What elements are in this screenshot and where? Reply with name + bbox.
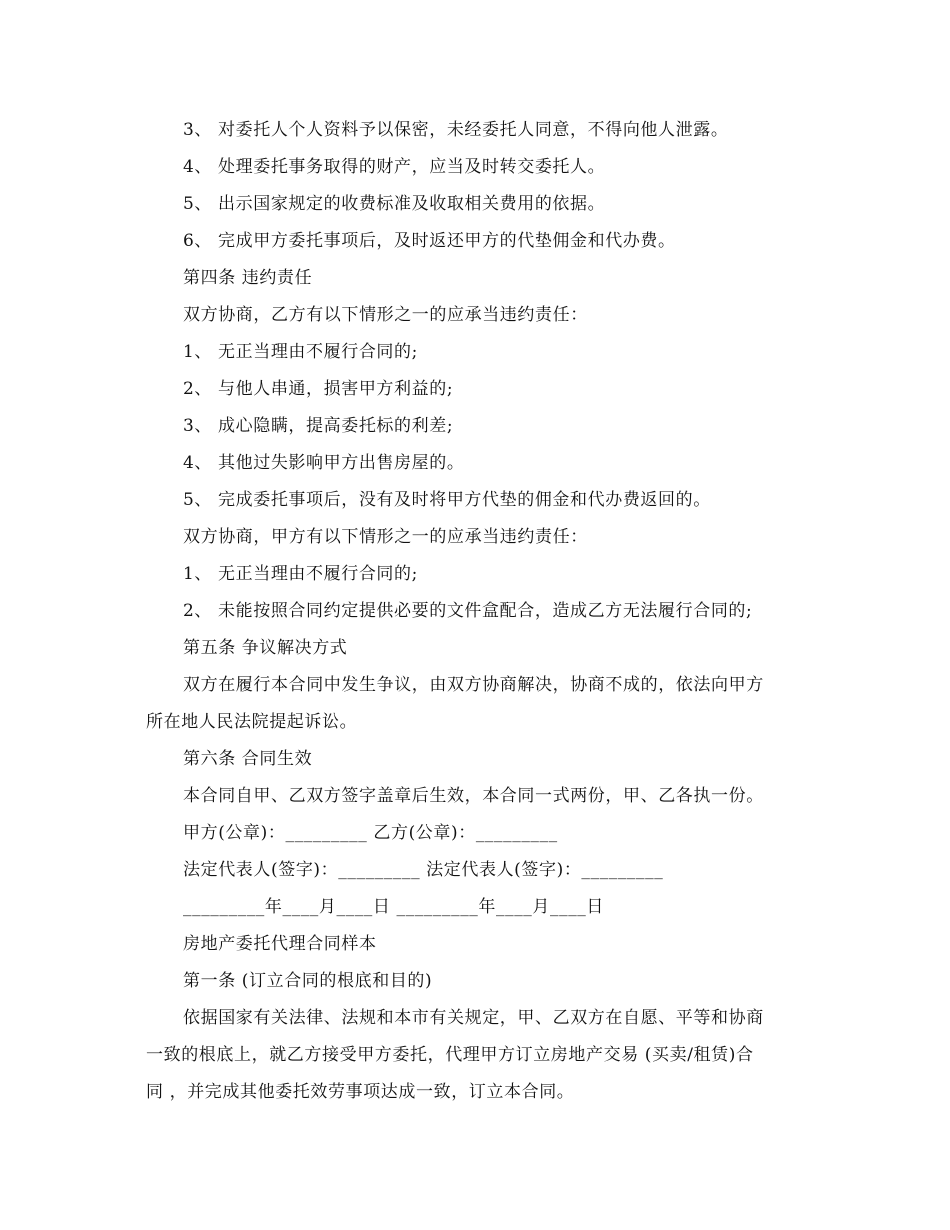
clause-line: 3、 成心隐瞒，提高委托标的利差; xyxy=(183,416,454,436)
paragraph-line: 依据国家有关法律、法规和本市有关规定，甲、乙双方在自愿、平等和协商 xyxy=(183,1008,764,1028)
signature-line: 甲方(公章)：_________ 乙方(公章)：_________ xyxy=(183,823,558,843)
date-line: _________年____月____日 _________年____月____日 xyxy=(183,897,605,917)
clause-line: 6、 完成甲方委托事项后，及时返还甲方的代垫佣金和代办费。 xyxy=(183,231,676,251)
section-heading: 第一条 (订立合同的根底和目的) xyxy=(183,971,433,991)
clause-line: 1、 无正当理由不履行合同的; xyxy=(183,564,418,584)
clause-line: 2、 未能按照合同约定提供必要的文件盒配合，造成乙方无法履行合同的; xyxy=(183,601,753,621)
clause-line: 5、 出示国家规定的收费标准及收取相关费用的依据。 xyxy=(183,194,606,214)
signature-line: 法定代表人(签字)：_________ 法定代表人(签字)：_________ xyxy=(183,860,664,880)
clause-line: 4、 处理委托事务取得的财产，应当及时转交委托人。 xyxy=(183,157,606,177)
paragraph-line: 双方协商，甲方有以下情形之一的应承当违约责任： xyxy=(183,527,588,547)
clause-line: 2、 与他人串通，损害甲方利益的; xyxy=(183,379,454,399)
paragraph-line: 同 ，并完成其他委托效劳事项达成一致，订立本合同。 xyxy=(146,1082,575,1102)
paragraph-line: 双方协商，乙方有以下情形之一的应承当违约责任： xyxy=(183,305,588,325)
clause-line: 1、 无正当理由不履行合同的; xyxy=(183,342,418,362)
paragraph-line: 一致的根底上，就乙方接受甲方委托，代理甲方订立房地产交易 (买卖/租赁)合 xyxy=(146,1045,754,1065)
clause-line: 4、 其他过失影响甲方出售房屋的。 xyxy=(183,453,465,473)
paragraph-line: 本合同自甲、乙双方签字盖章后生效，本合同一式两份，甲、乙各执一份。 xyxy=(183,786,764,806)
clause-line: 3、 对委托人个人资料予以保密，未经委托人同意，不得向他人泄露。 xyxy=(183,120,729,140)
section-heading: 第六条 合同生效 xyxy=(183,749,313,769)
section-heading: 第五条 争议解决方式 xyxy=(183,638,348,658)
section-heading: 第四条 违约责任 xyxy=(183,268,313,288)
clause-line: 5、 完成委托事项后，没有及时将甲方代垫的佣金和代办费返回的。 xyxy=(183,490,711,510)
paragraph-line: 双方在履行本合同中发生争议，由双方协商解决，协商不成的，依法向甲方 xyxy=(183,675,764,695)
paragraph-line: 所在地人民法院提起诉讼。 xyxy=(146,712,358,732)
document-subtitle: 房地产委托代理合同样本 xyxy=(183,934,377,954)
